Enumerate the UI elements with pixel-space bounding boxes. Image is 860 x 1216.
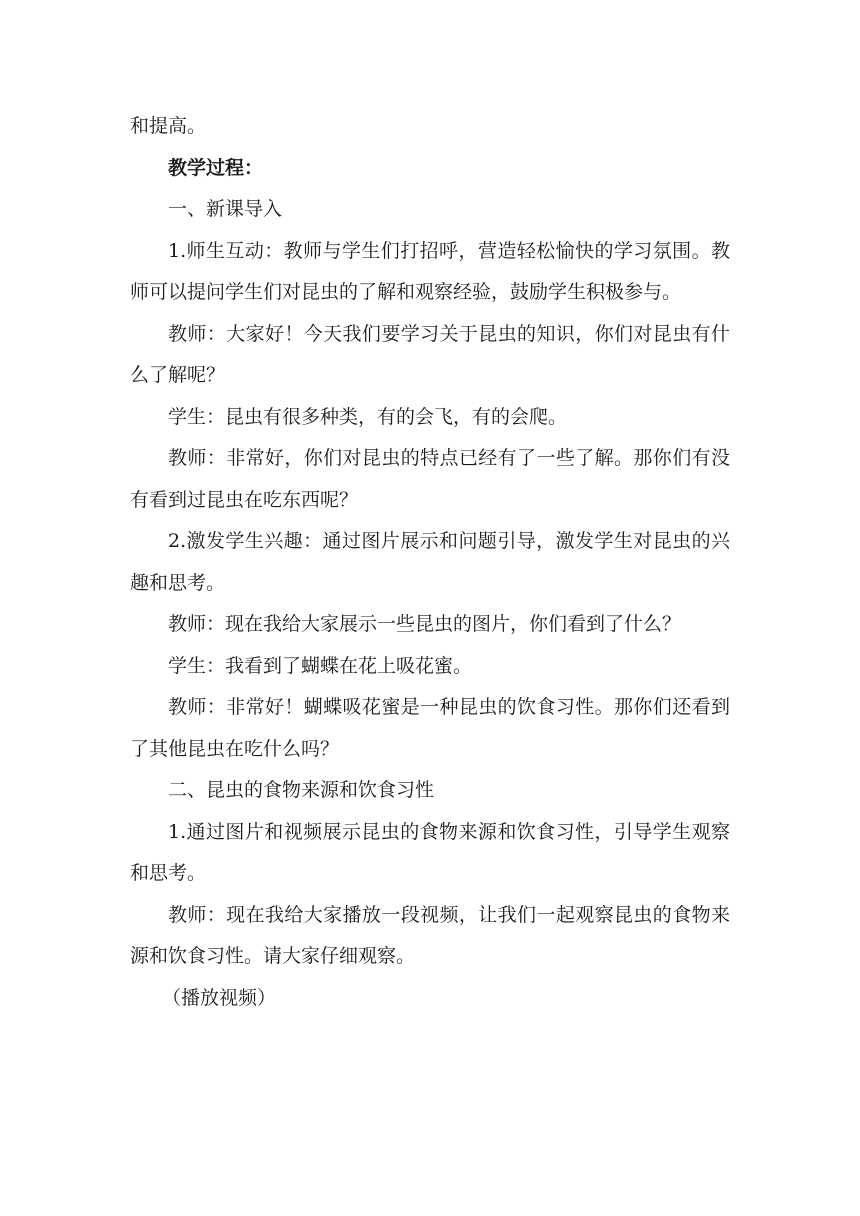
- paragraph-continuation: 和提高。: [130, 115, 207, 137]
- dialogue-student-1: 学生：昆虫有很多种类，有的会飞，有的会爬。: [168, 405, 568, 428]
- document-body: [130, 106, 730, 1019]
- dialogue-teacher-1: 教师：大家好！今天我们要学习关于昆虫的知识，你们对昆虫有什么了解呢？: [130, 322, 730, 386]
- dialogue-teacher-3: 教师：现在我给大家展示一些昆虫的图片，你们看到了什么？: [168, 613, 682, 635]
- dialogue-teacher-5: 教师：现在我给大家播放一段视频，让我们一起观察昆虫的食物来源和饮食习性。请大家仔细观察。: [130, 903, 730, 967]
- dialogue-teacher-2: 教师：非常好，你们对昆虫的特点已经有了一些了解。那你们有没有看到过昆虫在吃东西呢？: [130, 447, 730, 511]
- dialogue-teacher-4: 教师：非常好！蝴蝶吸花蜜是一种昆虫的饮食习性。那你们还看到了其他昆虫在吃什么吗？: [130, 696, 730, 760]
- section-heading-teaching-process: 教学过程：: [168, 156, 264, 179]
- paragraph-interest: 2.激发学生兴趣：通过图片展示和问题引导，激发学生对昆虫的兴趣和思考。: [130, 530, 730, 594]
- subsection-heading-food: 二、昆虫的食物来源和饮食习性: [168, 779, 435, 801]
- stage-direction-play-video: （播放视频）: [162, 986, 277, 1009]
- paragraph-interaction: 1.师生互动：教师与学生们打招呼，营造轻松愉快的学习氛围。教师可以提问学生们对昆虫的了解和观察经验，鼓励学生积极参与。: [130, 239, 730, 303]
- paragraph-video-intro: 1.通过图片和视频展示昆虫的食物来源和饮食习性，引导学生观察和思考。: [130, 820, 730, 884]
- dialogue-student-2: 学生：我看到了蝴蝶在花上吸花蜜。: [168, 654, 473, 677]
- subsection-heading-intro: 一、新课导入: [168, 198, 283, 220]
